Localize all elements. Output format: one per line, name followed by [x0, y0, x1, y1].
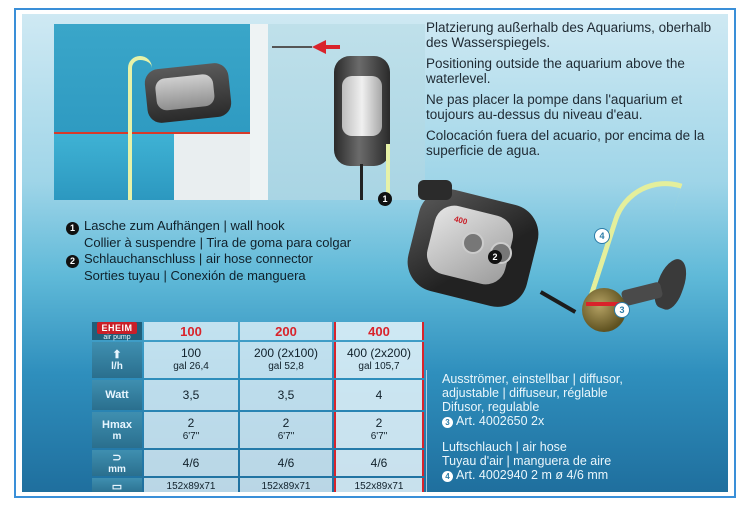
air-diffuser-photo — [582, 258, 692, 338]
instruction-de: Platzierung außerhalb des Aquariums, oberhalb des Wasserspiegels. — [426, 20, 712, 50]
hose-icon: ⊃ — [112, 452, 122, 464]
power-cable — [360, 164, 363, 200]
flow-icon: ⬆ — [112, 349, 122, 361]
accessories-info — [442, 372, 722, 492]
pump-model-label: 400 — [453, 214, 469, 227]
air-hose-info: Luftschlauch | air hose Tuyau d'air | manguera de aire 4 Art. 4002940 2 m ø 4/6 mm — [442, 440, 612, 482]
air-pump-icon — [143, 62, 232, 124]
table-row: Hmax m 2 6'7" 2 6'7" 2 6'7" — [92, 412, 422, 448]
illustration-pump-wall-hung — [250, 24, 425, 200]
model-header: 100 — [144, 322, 238, 340]
outlet-knob-icon — [462, 232, 484, 254]
diffuser-info: Ausströmer, einstellbar | diffusor, adjustable | diffuseur, réglable Difusor, regulable 3 Art. 4002650 2x — [442, 372, 623, 428]
placement-instructions — [426, 20, 726, 164]
instruction-fr: Ne pas placer la pompe dans l'aquarium et toujours au-dessus du niveau d'eau. — [426, 92, 683, 122]
eheim-logo: EHEIM — [97, 322, 136, 334]
legend-item-1: 1 Lasche zum Aufhängen | wall hook — [66, 218, 406, 235]
red-arrow-icon — [312, 40, 326, 54]
instruction-en: Positioning outside the aquarium above the waterlevel. — [426, 56, 685, 86]
table-row: Watt 3,5 3,5 4 — [92, 380, 422, 410]
illustration-pump-on-shelf — [54, 24, 251, 200]
model-header: 400 — [334, 322, 424, 340]
wall-hook — [418, 180, 452, 200]
model-header: 200 — [240, 322, 332, 340]
callout-badge: 3 — [614, 302, 630, 318]
parts-legend: 1 Lasche zum Aufhängen | wall hook Collier à suspendre | Tira de goma para colgar 2 Schlauchanschluss | air hose connector Sorties tuyau | Conexión de manguera — [66, 218, 406, 283]
callout-badge: 1 — [378, 192, 392, 206]
callout-badge: 4 — [594, 228, 610, 244]
table-row: ▭ 152x89x71 152x89x71 152x89x71 — [92, 478, 422, 492]
legend-item-2: 2 Schlauchanschluss | air hose connector — [66, 251, 406, 268]
water-level-line — [54, 132, 250, 134]
instruction-es: Colocación fuera del acuario, por encima de la superficie de agua. — [426, 128, 705, 158]
table-row: ⬆ l/h 100 gal 26,4 200 (2x100) gal 52,8 400 (2x200) gal 105,7 — [92, 342, 422, 378]
nail-icon — [272, 46, 312, 48]
spec-table — [92, 322, 422, 492]
callout-badge: 2 — [488, 250, 502, 264]
product-box-photo — [22, 14, 728, 492]
aquarium-water — [54, 134, 174, 200]
wall — [250, 24, 268, 200]
table-row: EHEIM air pump 100 200 400 — [92, 322, 422, 340]
table-row: ⊃ mm 4/6 4/6 4/6 — [92, 450, 422, 476]
air-pump-icon — [334, 56, 390, 166]
dimensions-icon: ▭ — [111, 480, 123, 492]
air-pump-400-photo — [398, 180, 558, 310]
